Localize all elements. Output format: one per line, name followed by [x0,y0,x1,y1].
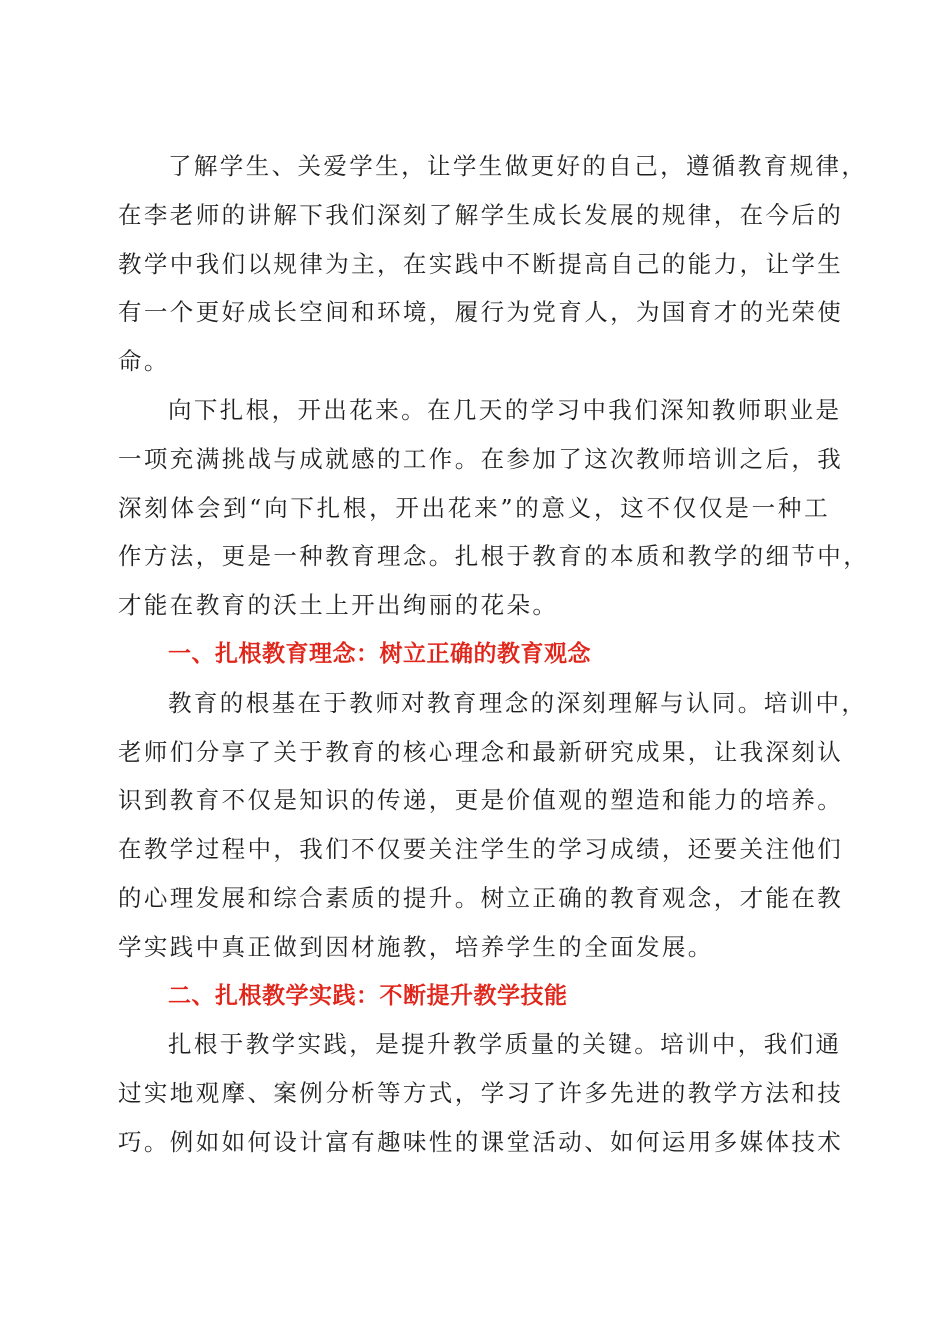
text-line: 有一个更好成长空间和环境，履行为党育人，为国育才的光荣使 [118,298,844,327]
text-line: 学实践中真正做到因材施教，培养学生的全面发展。 [118,932,714,961]
text-line: 识到教育不仅是知识的传递，更是价值观的塑造和能力的培养。 [118,786,844,815]
text-line: 深刻体会到“向下扎根，开出花来”的意义，这不仅仅是一种工 [118,493,830,522]
text-line: 过实地观摩、案例分析等方式，学习了许多先进的教学方法和技 [118,1079,844,1108]
text-line: 教育的根基在于教师对教育理念的深刻理解与认同。培训中， [168,688,868,717]
text-line: 扎根于教学实践，是提升教学质量的关键。培训中，我们通 [168,1030,842,1059]
text-line: 命。 [118,347,170,376]
text-line: 的心理发展和综合素质的提升。树立正确的教育观念，才能在教 [118,883,844,912]
text-line: 教学中我们以规律为主，在实践中不断提高自己的能力，让学生 [118,249,844,278]
text-line: 在李老师的讲解下我们深刻了解学生成长发展的规律，在今后的 [118,200,844,229]
text-line: 在教学过程中，我们不仅要关注学生的学习成绩，还要关注他们 [118,835,844,864]
text-line: 老师们分享了关于教育的核心理念和最新研究成果，让我深刻认 [118,737,844,766]
text-line: 一项充满挑战与成就感的工作。在参加了这次教师培训之后，我 [118,444,844,473]
paragraph-take-root [118,386,870,630]
text-line: 巧。例如如何设计富有趣味性的课堂活动、如何运用多媒体技术 [118,1127,844,1156]
document-body [118,142,870,1167]
paragraph-education-philosophy [118,679,868,972]
paragraph-understand-students [118,142,868,386]
text-line: 作方法，更是一种教育理念。扎根于教育的本质和教学的细节中， [118,542,870,571]
paragraph-teaching-practice [118,1020,844,1166]
text-line: 了解学生、关爱学生，让学生做更好的自己，遵循教育规律， [168,152,868,180]
section-heading-education-philosophy: 一、扎根教育理念：树立正确的教育观念 [168,640,591,667]
text-line: 才能在教育的沃土上开出绚丽的花朵。 [118,591,559,620]
text-line: 向下扎根，开出花来。在几天的学习中我们深知教师职业是 [168,395,842,424]
section-heading-teaching-practice: 二、扎根教学实践：不断提升教学技能 [168,982,568,1009]
